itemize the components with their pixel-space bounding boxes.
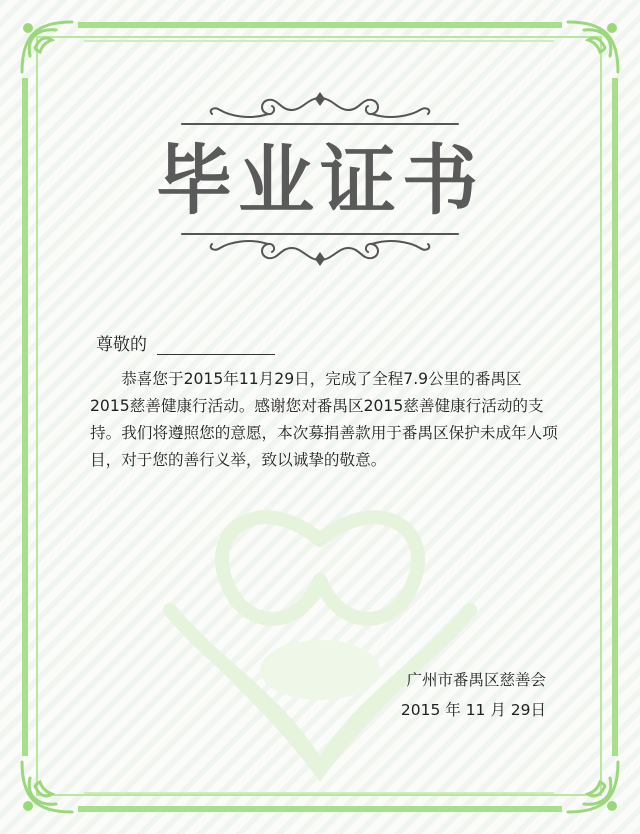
- frame-top-bar: [78, 22, 562, 28]
- frame-bottom-bar: [78, 806, 562, 812]
- issuing-organization: 广州市番禺区慈善会: [406, 671, 546, 689]
- recipient-name-blank: [157, 334, 275, 355]
- body-paragraph: 恭喜您于2015年11月29日，完成了全程7.9公里的番禺区2015慈善健康行活动。感谢您对番禺区2015慈善健康行活动的支持。我们将遵照您的意愿，本次募捐善款用于番禺区保护未成年人项目，对于您的善行义举，致以诚挚的敬意。: [90, 370, 558, 469]
- salutation-line: [96, 330, 275, 355]
- salutation-label: 尊敬的: [96, 335, 147, 355]
- corner-ornament-icon: [562, 756, 624, 818]
- corner-ornament-icon: [16, 16, 78, 78]
- certificate-title: 毕业证书: [156, 136, 484, 225]
- corner-ornament-icon: [562, 16, 624, 78]
- flourish-ornament-icon: [180, 90, 460, 130]
- frame-top-thin-line: [84, 40, 554, 42]
- corner-ornament-icon: [16, 756, 78, 818]
- issue-date: 2015 年 11 月 29日: [400, 701, 546, 719]
- flourish-ornament-icon: [180, 228, 460, 268]
- certificate-body: [90, 366, 560, 474]
- frame-bottom-thin-line: [84, 792, 554, 794]
